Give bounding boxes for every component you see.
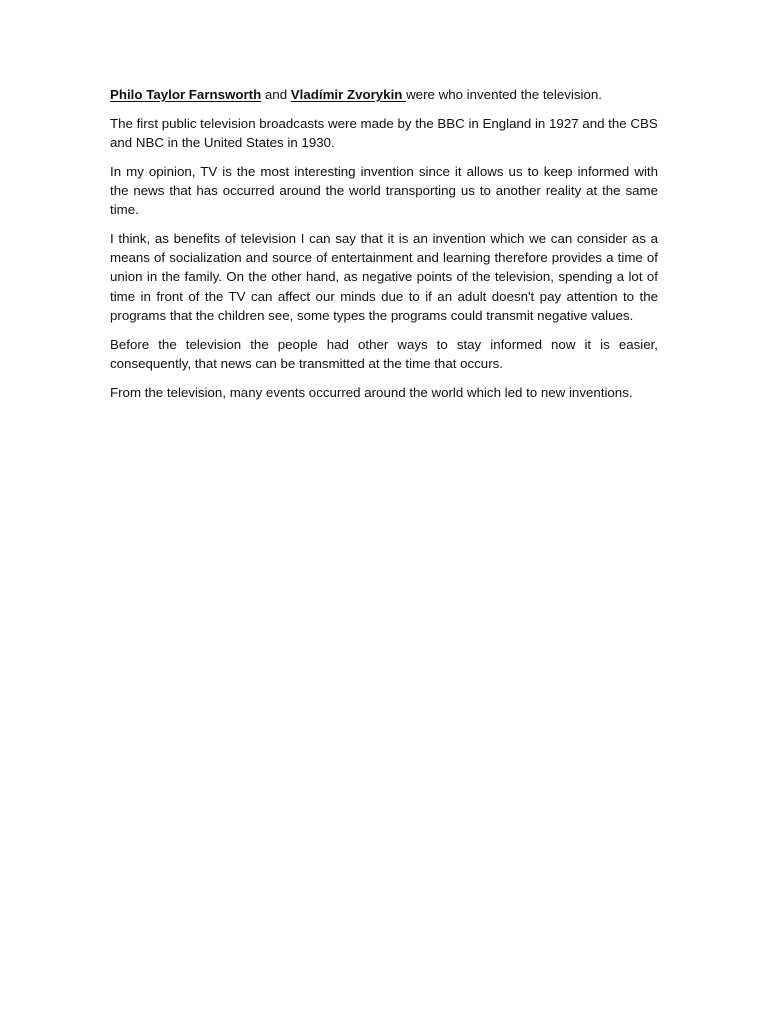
intro-paragraph	[110, 85, 658, 104]
paragraph-before-television: Before the television the people had other ways to stay informed now it is easier, consequently, that news can be transmitted at the time that occurs.	[110, 336, 658, 371]
paragraph-benefits: I think, as benefits of television I can say that it is an invention which we can consider as a means of socialization and source of entertainment and learning therefore provides a time of union in the family. On the other hand, as negative points of the television, spending a lot of time in front of the TV can affect our minds due to if an adult doesn't pay attention to the programs that the children see, some types the programs could transmit negative values.	[110, 231, 658, 323]
paragraph-inventions: From the television, many events occurred around the world which led to new inventions.	[110, 384, 633, 400]
document-body	[110, 85, 658, 411]
inventor-name-farnsworth: Philo Taylor Farnsworth	[110, 87, 262, 102]
intro-connector: and	[261, 87, 291, 102]
paragraph-opinion: In my opinion, TV is the most interesting invention since it allows us to keep informed with the news that has occurred around the world transporting us to another reality at the same time.	[110, 163, 658, 218]
intro-rest: were who invented the television.	[406, 87, 602, 102]
paragraph-broadcasts: The first public television broadcasts were made by the BBC in England in 1927 and the CBS and NBC in the United States in 1930.	[110, 115, 658, 150]
inventor-name-zvorykin: Vladímir Zvorykin	[290, 87, 407, 102]
